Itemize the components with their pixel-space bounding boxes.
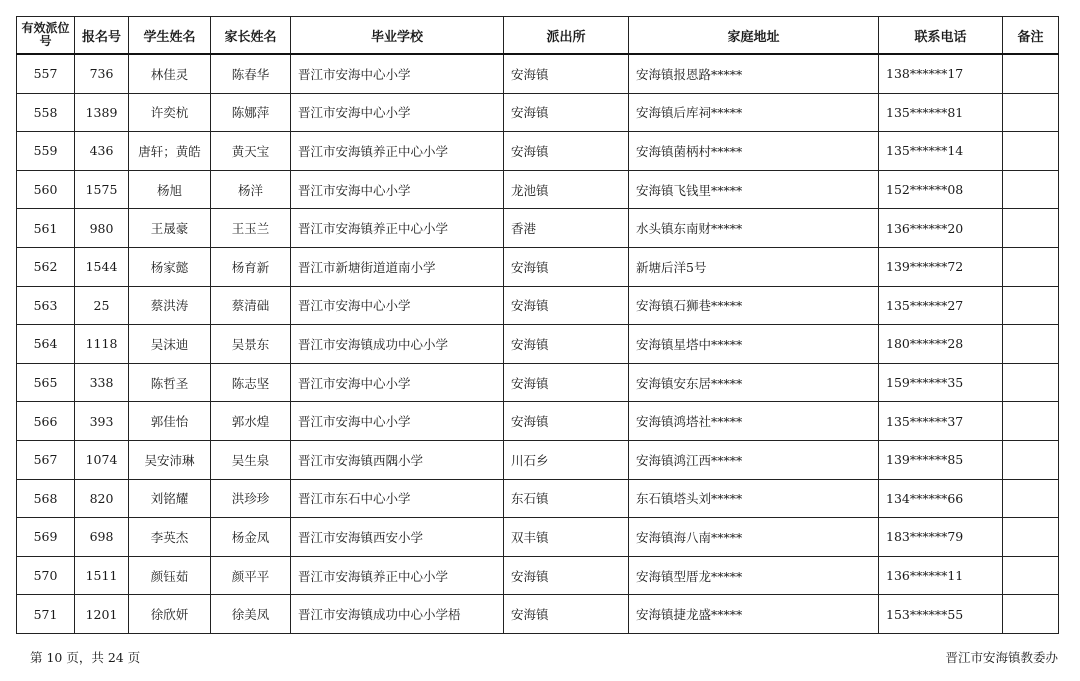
home-address-cell: 水头镇东南财*****: [629, 209, 879, 248]
school-cell: 晋江市安海中心小学: [291, 93, 504, 132]
parent-name-cell: 王玉兰: [211, 209, 291, 248]
reg-no-cell: 1544: [75, 247, 129, 286]
school-cell: 晋江市安海中心小学: [291, 170, 504, 209]
parent-name-cell: 颜平平: [211, 556, 291, 595]
police-station-cell: 安海镇: [504, 54, 629, 93]
table-row: [17, 209, 1059, 248]
header-seat-no: 有效派位号: [17, 17, 75, 55]
table-row: [17, 479, 1059, 518]
student-name-cell: 蔡洪涛: [129, 286, 211, 325]
phone-cell: 139******72: [879, 247, 1003, 286]
school-cell: 晋江市新塘街道道南小学: [291, 247, 504, 286]
phone-cell: 136******11: [879, 556, 1003, 595]
phone-cell: 134******66: [879, 479, 1003, 518]
phone-cell: 139******85: [879, 440, 1003, 479]
school-cell: 晋江市安海镇成功中心小学梧: [291, 595, 504, 634]
home-address-cell: 安海镇安东居*****: [629, 363, 879, 402]
remark-cell: [1003, 402, 1059, 441]
student-name-cell: 刘铭耀: [129, 479, 211, 518]
parent-name-cell: 杨金凤: [211, 518, 291, 557]
table-row: [17, 556, 1059, 595]
home-address-cell: 安海镇鸿塔社*****: [629, 402, 879, 441]
reg-no-cell: 1201: [75, 595, 129, 634]
police-station-cell: 安海镇: [504, 595, 629, 634]
reg-no-cell: 1389: [75, 93, 129, 132]
remark-cell: [1003, 440, 1059, 479]
school-cell: 晋江市安海中心小学: [291, 363, 504, 402]
school-cell: 晋江市安海镇成功中心小学: [291, 325, 504, 364]
seat-no-cell: 569: [17, 518, 75, 557]
seat-no-cell: 564: [17, 325, 75, 364]
home-address-cell: 安海镇后库祠*****: [629, 93, 879, 132]
seat-no-cell: 571: [17, 595, 75, 634]
table-row: [17, 402, 1059, 441]
school-cell: 晋江市安海中心小学: [291, 402, 504, 441]
remark-cell: [1003, 479, 1059, 518]
table-row: [17, 93, 1059, 132]
police-station-cell: 安海镇: [504, 286, 629, 325]
phone-cell: 180******28: [879, 325, 1003, 364]
remark-cell: [1003, 325, 1059, 364]
reg-no-cell: 980: [75, 209, 129, 248]
school-cell: 晋江市东石中心小学: [291, 479, 504, 518]
police-station-cell: 香港: [504, 209, 629, 248]
table-row: [17, 440, 1059, 479]
table-row: [17, 286, 1059, 325]
home-address-cell: 东石镇塔头刘*****: [629, 479, 879, 518]
student-name-cell: 陈哲圣: [129, 363, 211, 402]
police-station-cell: 安海镇: [504, 247, 629, 286]
table-row: [17, 170, 1059, 209]
parent-name-cell: 杨洋: [211, 170, 291, 209]
school-cell: 晋江市安海镇养正中心小学: [291, 209, 504, 248]
police-station-cell: 安海镇: [504, 402, 629, 441]
header-reg-no: 报名号: [75, 17, 129, 55]
phone-cell: 135******14: [879, 132, 1003, 171]
home-address-cell: 安海镇菌柄村*****: [629, 132, 879, 171]
reg-no-cell: 1511: [75, 556, 129, 595]
reg-no-cell: 1118: [75, 325, 129, 364]
header-phone: 联系电话: [879, 17, 1003, 55]
school-cell: 晋江市安海中心小学: [291, 286, 504, 325]
remark-cell: [1003, 518, 1059, 557]
seat-no-cell: 563: [17, 286, 75, 325]
school-cell: 晋江市安海中心小学: [291, 54, 504, 93]
seat-no-cell: 562: [17, 247, 75, 286]
student-name-cell: 唐轩；黄皓: [129, 132, 211, 171]
police-station-cell: 川石乡: [504, 440, 629, 479]
reg-no-cell: 25: [75, 286, 129, 325]
parent-name-cell: 徐美凤: [211, 595, 291, 634]
remark-cell: [1003, 286, 1059, 325]
student-name-cell: 徐欣妍: [129, 595, 211, 634]
school-cell: 晋江市安海镇西安小学: [291, 518, 504, 557]
header-home-address: 家庭地址: [629, 17, 879, 55]
police-station-cell: 东石镇: [504, 479, 629, 518]
parent-name-cell: 陈志坚: [211, 363, 291, 402]
police-station-cell: 安海镇: [504, 93, 629, 132]
student-name-cell: 吴安沛琳: [129, 440, 211, 479]
phone-cell: 135******37: [879, 402, 1003, 441]
phone-cell: 152******08: [879, 170, 1003, 209]
seat-no-cell: 568: [17, 479, 75, 518]
reg-no-cell: 1575: [75, 170, 129, 209]
remark-cell: [1003, 363, 1059, 402]
seat-no-cell: 566: [17, 402, 75, 441]
header-remark: 备注: [1003, 17, 1059, 55]
student-name-cell: 杨旭: [129, 170, 211, 209]
issuer-name: 晋江市安海镇教委办: [945, 650, 1058, 665]
parent-name-cell: 郭水煌: [211, 402, 291, 441]
student-name-cell: 吴沫迪: [129, 325, 211, 364]
reg-no-cell: 436: [75, 132, 129, 171]
student-name-cell: 许奕杭: [129, 93, 211, 132]
school-cell: 晋江市安海镇养正中心小学: [291, 556, 504, 595]
seat-no-cell: 565: [17, 363, 75, 402]
home-address-cell: 安海镇飞钱里*****: [629, 170, 879, 209]
remark-cell: [1003, 132, 1059, 171]
table-row: [17, 54, 1059, 93]
student-name-cell: 杨家懿: [129, 247, 211, 286]
page-info: 第 10 页，共 24 页: [30, 650, 141, 665]
table-row: [17, 518, 1059, 557]
parent-name-cell: 吴景东: [211, 325, 291, 364]
phone-cell: 138******17: [879, 54, 1003, 93]
header-school: 毕业学校: [291, 17, 504, 55]
home-address-cell: 安海镇星塔中*****: [629, 325, 879, 364]
header-parent-name: 家长姓名: [211, 17, 291, 55]
seat-no-cell: 558: [17, 93, 75, 132]
home-address-cell: 安海镇石狮巷*****: [629, 286, 879, 325]
enrollment-table: [16, 16, 1059, 634]
student-name-cell: 王晟豪: [129, 209, 211, 248]
reg-no-cell: 736: [75, 54, 129, 93]
reg-no-cell: 820: [75, 479, 129, 518]
phone-cell: 183******79: [879, 518, 1003, 557]
remark-cell: [1003, 93, 1059, 132]
home-address-cell: 安海镇鸿江西*****: [629, 440, 879, 479]
remark-cell: [1003, 247, 1059, 286]
reg-no-cell: 338: [75, 363, 129, 402]
table-body: [17, 54, 1059, 633]
table-header-row: [17, 17, 1059, 55]
parent-name-cell: 洪珍珍: [211, 479, 291, 518]
phone-cell: 153******55: [879, 595, 1003, 634]
enrollment-sheet: [16, 16, 1058, 634]
remark-cell: [1003, 54, 1059, 93]
table-row: [17, 595, 1059, 634]
reg-no-cell: 393: [75, 402, 129, 441]
parent-name-cell: 陈娜萍: [211, 93, 291, 132]
parent-name-cell: 蔡清础: [211, 286, 291, 325]
header-student-name: 学生姓名: [129, 17, 211, 55]
police-station-cell: 安海镇: [504, 363, 629, 402]
phone-cell: 159******35: [879, 363, 1003, 402]
table-row: [17, 363, 1059, 402]
seat-no-cell: 561: [17, 209, 75, 248]
home-address-cell: 安海镇报恩路*****: [629, 54, 879, 93]
parent-name-cell: 黄天宝: [211, 132, 291, 171]
seat-no-cell: 560: [17, 170, 75, 209]
police-station-cell: 安海镇: [504, 325, 629, 364]
reg-no-cell: 698: [75, 518, 129, 557]
student-name-cell: 颜钰茹: [129, 556, 211, 595]
parent-name-cell: 吴生泉: [211, 440, 291, 479]
seat-no-cell: 557: [17, 54, 75, 93]
remark-cell: [1003, 170, 1059, 209]
home-address-cell: 安海镇海八南*****: [629, 518, 879, 557]
parent-name-cell: 杨育新: [211, 247, 291, 286]
police-station-cell: 安海镇: [504, 132, 629, 171]
phone-cell: 135******27: [879, 286, 1003, 325]
seat-no-cell: 559: [17, 132, 75, 171]
header-police-station: 派出所: [504, 17, 629, 55]
reg-no-cell: 1074: [75, 440, 129, 479]
remark-cell: [1003, 595, 1059, 634]
remark-cell: [1003, 556, 1059, 595]
home-address-cell: 安海镇捷龙盛*****: [629, 595, 879, 634]
student-name-cell: 李英杰: [129, 518, 211, 557]
police-station-cell: 龙池镇: [504, 170, 629, 209]
police-station-cell: 双丰镇: [504, 518, 629, 557]
student-name-cell: 郭佳怡: [129, 402, 211, 441]
student-name-cell: 林佳灵: [129, 54, 211, 93]
remark-cell: [1003, 209, 1059, 248]
home-address-cell: 安海镇型厝龙*****: [629, 556, 879, 595]
seat-no-cell: 570: [17, 556, 75, 595]
school-cell: 晋江市安海镇西隅小学: [291, 440, 504, 479]
seat-no-cell: 567: [17, 440, 75, 479]
table-row: [17, 247, 1059, 286]
table-row: [17, 325, 1059, 364]
school-cell: 晋江市安海镇养正中心小学: [291, 132, 504, 171]
table-row: [17, 132, 1059, 171]
phone-cell: 136******20: [879, 209, 1003, 248]
parent-name-cell: 陈春华: [211, 54, 291, 93]
phone-cell: 135******81: [879, 93, 1003, 132]
police-station-cell: 安海镇: [504, 556, 629, 595]
home-address-cell: 新塘后洋5号: [629, 247, 879, 286]
